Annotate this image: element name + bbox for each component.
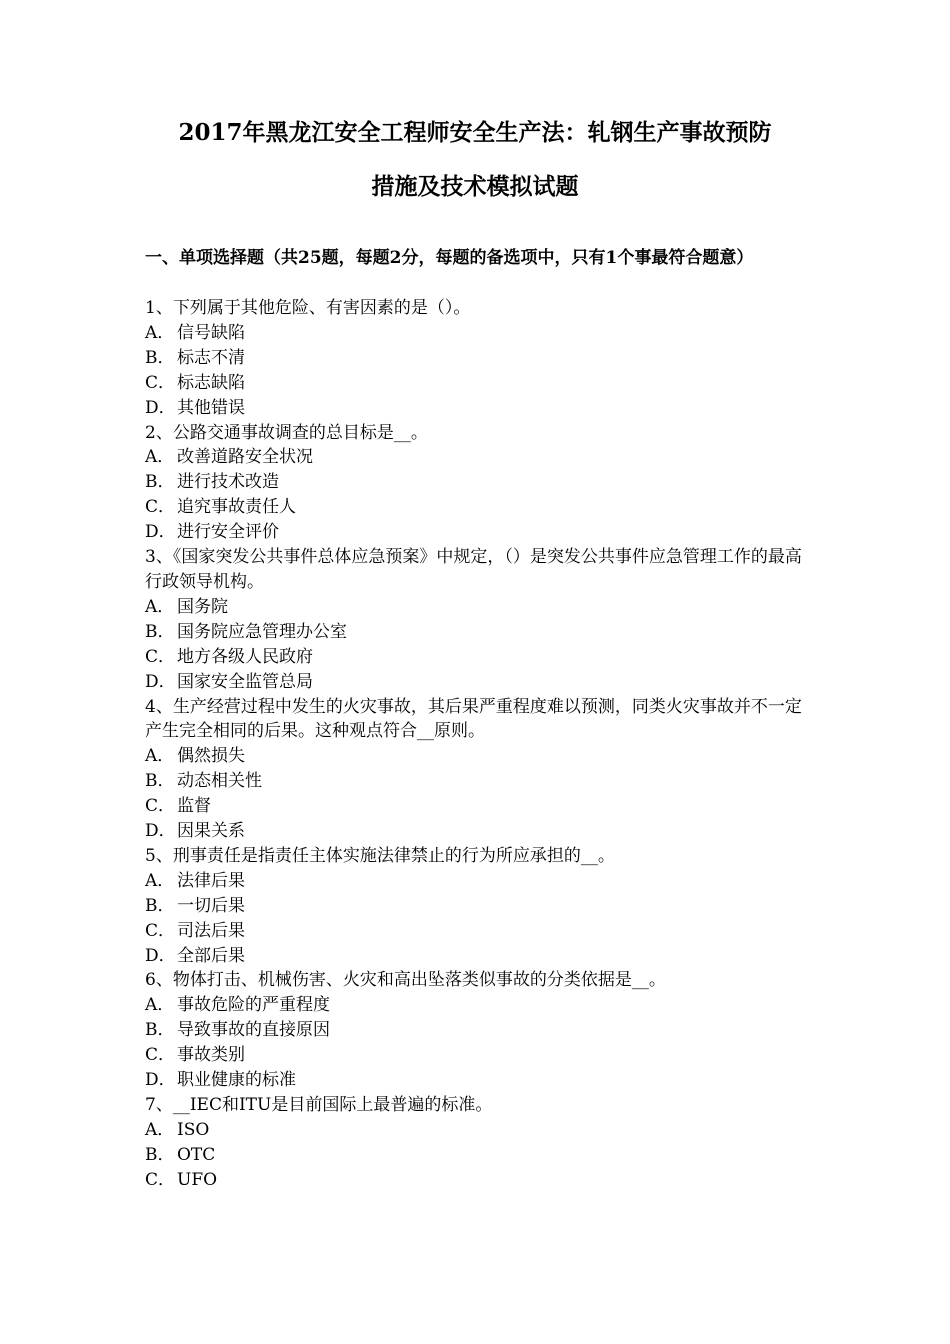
option-letter: A． — [145, 447, 175, 468]
option-text: 偶然损失 — [177, 746, 245, 767]
option-letter: C． — [145, 497, 176, 518]
option-text: 其他错误 — [177, 397, 245, 418]
option-text: 全部后果 — [177, 945, 245, 966]
question-option — [145, 346, 810, 371]
option-text: OTC — [177, 1144, 216, 1165]
option-text: 事故类别 — [177, 1045, 245, 1066]
question-stem: 1、下列属于其他危险、有害因素的是（）。 — [145, 298, 471, 318]
question-option — [145, 1118, 810, 1143]
option-text: ISO — [177, 1119, 210, 1140]
option-text: 地方各级人民政府 — [177, 646, 313, 667]
option-letter: B． — [145, 621, 175, 642]
question-option — [145, 993, 810, 1018]
option-text: 因果关系 — [177, 821, 245, 842]
option-text: UFO — [177, 1169, 218, 1190]
question-option — [145, 445, 810, 470]
option-text: 标志缺陷 — [177, 372, 245, 393]
option-letter: A． — [145, 870, 175, 891]
option-letter: D． — [145, 945, 176, 966]
option-letter: D． — [145, 1070, 176, 1091]
option-letter: A． — [145, 746, 175, 767]
option-text: 事故危险的严重程度 — [177, 995, 330, 1016]
option-letter: C． — [145, 1045, 176, 1066]
option-text: 导致事故的直接原因 — [177, 1020, 330, 1041]
option-letter: B． — [145, 895, 175, 916]
question-option — [145, 321, 810, 346]
document-title-line-2: 措施及技术模拟试题 — [371, 173, 579, 200]
option-text: 国务院应急管理办公室 — [177, 621, 347, 642]
question-option — [145, 396, 810, 421]
question-option — [145, 1168, 810, 1193]
option-text: 一切后果 — [177, 895, 245, 916]
option-letter: A． — [145, 1119, 175, 1140]
option-letter: D． — [145, 671, 176, 692]
question-option — [145, 595, 810, 620]
question-stem: 6、物体打击、机械伤害、火灾和高出坠落类似事故的分类依据是__。 — [145, 970, 666, 991]
question-option — [145, 869, 810, 894]
question-option — [145, 620, 810, 645]
option-letter: A． — [145, 995, 175, 1016]
question-stem: 7、__IEC和ITU是目前国际上最普遍的标准。 — [145, 1095, 493, 1115]
question-list — [145, 296, 810, 1193]
option-text: 信号缺陷 — [177, 322, 245, 343]
question-option — [145, 769, 810, 794]
option-letter: C． — [145, 646, 176, 667]
option-letter: B． — [145, 1020, 175, 1041]
question-option — [145, 944, 810, 969]
option-letter: D． — [145, 522, 176, 543]
option-letter: D． — [145, 821, 176, 842]
question-option — [145, 744, 810, 769]
document-title-line-1: 2017年黑龙江安全工程师安全生产法：轧钢生产事故预防 — [178, 119, 772, 146]
question-option — [145, 1068, 810, 1093]
option-text: 国家安全监管总局 — [177, 671, 313, 692]
section-heading: 一、单项选择题（共25题，每题2分，每题的备选项中，只有1个事最符合题意） — [145, 248, 754, 268]
option-letter: C． — [145, 1169, 176, 1190]
option-text: 进行技术改造 — [177, 472, 279, 493]
option-text: 法律后果 — [177, 870, 245, 891]
option-letter: D． — [145, 397, 176, 418]
option-text: 追究事故责任人 — [177, 497, 296, 518]
question-option — [145, 894, 810, 919]
option-text: 动态相关性 — [177, 771, 262, 792]
option-text: 标志不清 — [177, 347, 245, 368]
question-stem: 4、生产经营过程中发生的火灾事故，其后果严重程度难以预测，同类火灾事故并不一定产生完全相同的后果。这种观点符合__原则。 — [145, 696, 802, 742]
question-option — [145, 470, 810, 495]
question-option — [145, 794, 810, 819]
option-text: 司法后果 — [177, 920, 245, 941]
option-letter: C． — [145, 920, 176, 941]
question-option — [145, 1018, 810, 1043]
question-option — [145, 371, 810, 396]
option-letter: C． — [145, 796, 176, 817]
option-text: 职业健康的标准 — [177, 1070, 296, 1091]
question-stem: 5、刑事责任是指责任主体实施法律禁止的行为所应承担的__。 — [145, 845, 615, 866]
option-text: 进行安全评价 — [177, 522, 279, 543]
question-option — [145, 819, 810, 844]
question-stem: 2、公路交通事故调查的总目标是__。 — [145, 422, 428, 443]
question-option — [145, 1043, 810, 1068]
question-option — [145, 919, 810, 944]
option-letter: A． — [145, 596, 175, 617]
question-option — [145, 670, 810, 695]
option-letter: A． — [145, 322, 175, 343]
option-text: 改善道路安全状况 — [177, 447, 313, 468]
option-text: 监督 — [177, 796, 211, 817]
question-stem: 3、《国家突发公共事件总体应急预案》中规定，（）是突发公共事件应急管理工作的最高行政领导机构。 — [145, 547, 802, 592]
question-option — [145, 645, 810, 670]
question-option — [145, 1143, 810, 1168]
option-letter: B． — [145, 771, 175, 792]
question-option — [145, 520, 810, 545]
option-letter: B． — [145, 472, 175, 493]
option-letter: C． — [145, 372, 176, 393]
question-option — [145, 495, 810, 520]
option-letter: B． — [145, 347, 175, 368]
option-text: 国务院 — [177, 596, 228, 617]
option-letter: B． — [145, 1144, 175, 1165]
